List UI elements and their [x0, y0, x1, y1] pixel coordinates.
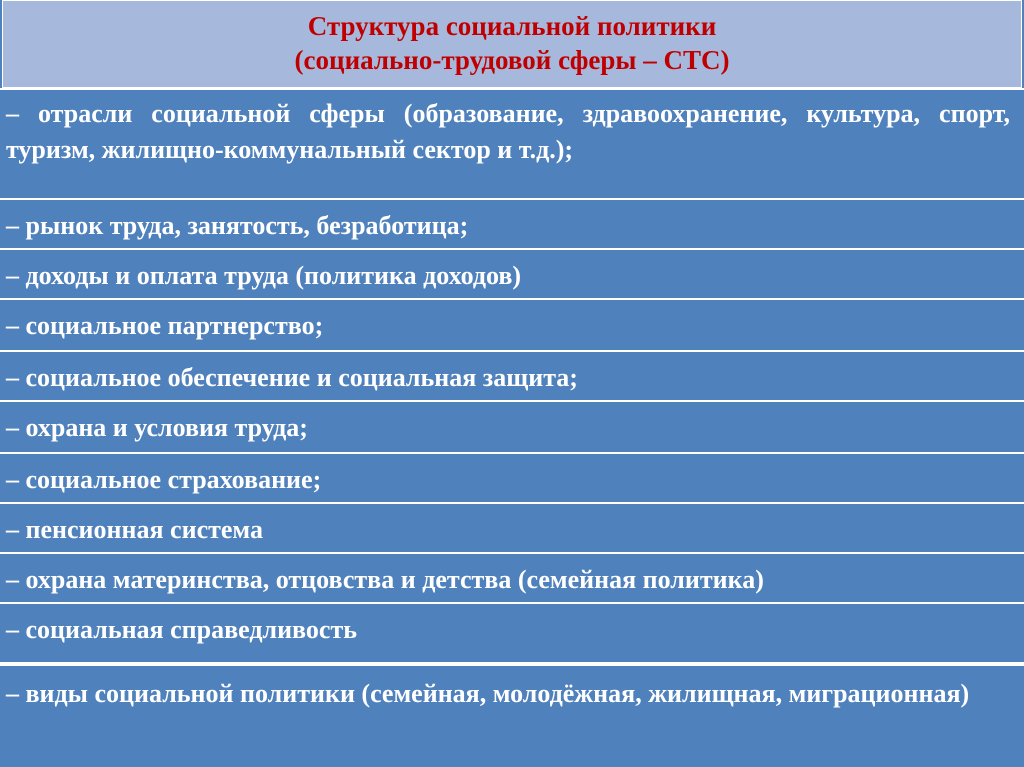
table-header [2, 0, 1022, 88]
row-text: – охрана материнства, отцовства и детства (семейная политика) [6, 565, 764, 594]
header-title-line-1: Структура социальной политики [307, 11, 717, 41]
row-text: – пенсионная система [6, 515, 263, 544]
row-text: – доходы и оплата труда (политика доходов) [6, 261, 522, 290]
row-text: – социальная справедливость [6, 615, 357, 644]
table-row-social-insurance [0, 452, 1024, 502]
header-title-line-2: (социально-трудовой сферы – СТС) [294, 45, 730, 75]
table-row-partnership [0, 298, 1024, 350]
table-row-social-security [0, 350, 1024, 400]
table-row-income [0, 248, 1024, 298]
row-text: – отрасли социальной сферы (образование, здравоохранение, культура, спорт, туризм, жилищно-коммунальный сектор и т.д.); [6, 99, 1010, 164]
table-row-social-justice [0, 602, 1024, 662]
row-text: – социальное партнерство; [6, 311, 324, 340]
table-row-labor-protection [0, 400, 1024, 452]
row-text: – рынок труда, занятость, безработица; [6, 211, 469, 240]
table-row-policy-types [0, 662, 1024, 767]
row-text: – виды социальной политики (семейная, молодёжная, жилищная, миграционная) [6, 679, 970, 708]
table-row-labor-market [0, 198, 1024, 248]
row-text: – социальное страхование; [6, 465, 322, 494]
row-text: – охрана и условия труда; [6, 413, 308, 442]
table-row-family-protection [0, 552, 1024, 602]
table-row-social-sectors [0, 88, 1024, 198]
row-text: – социальное обеспечение и социальная защита; [6, 363, 578, 392]
table-row-pension-system [0, 502, 1024, 552]
